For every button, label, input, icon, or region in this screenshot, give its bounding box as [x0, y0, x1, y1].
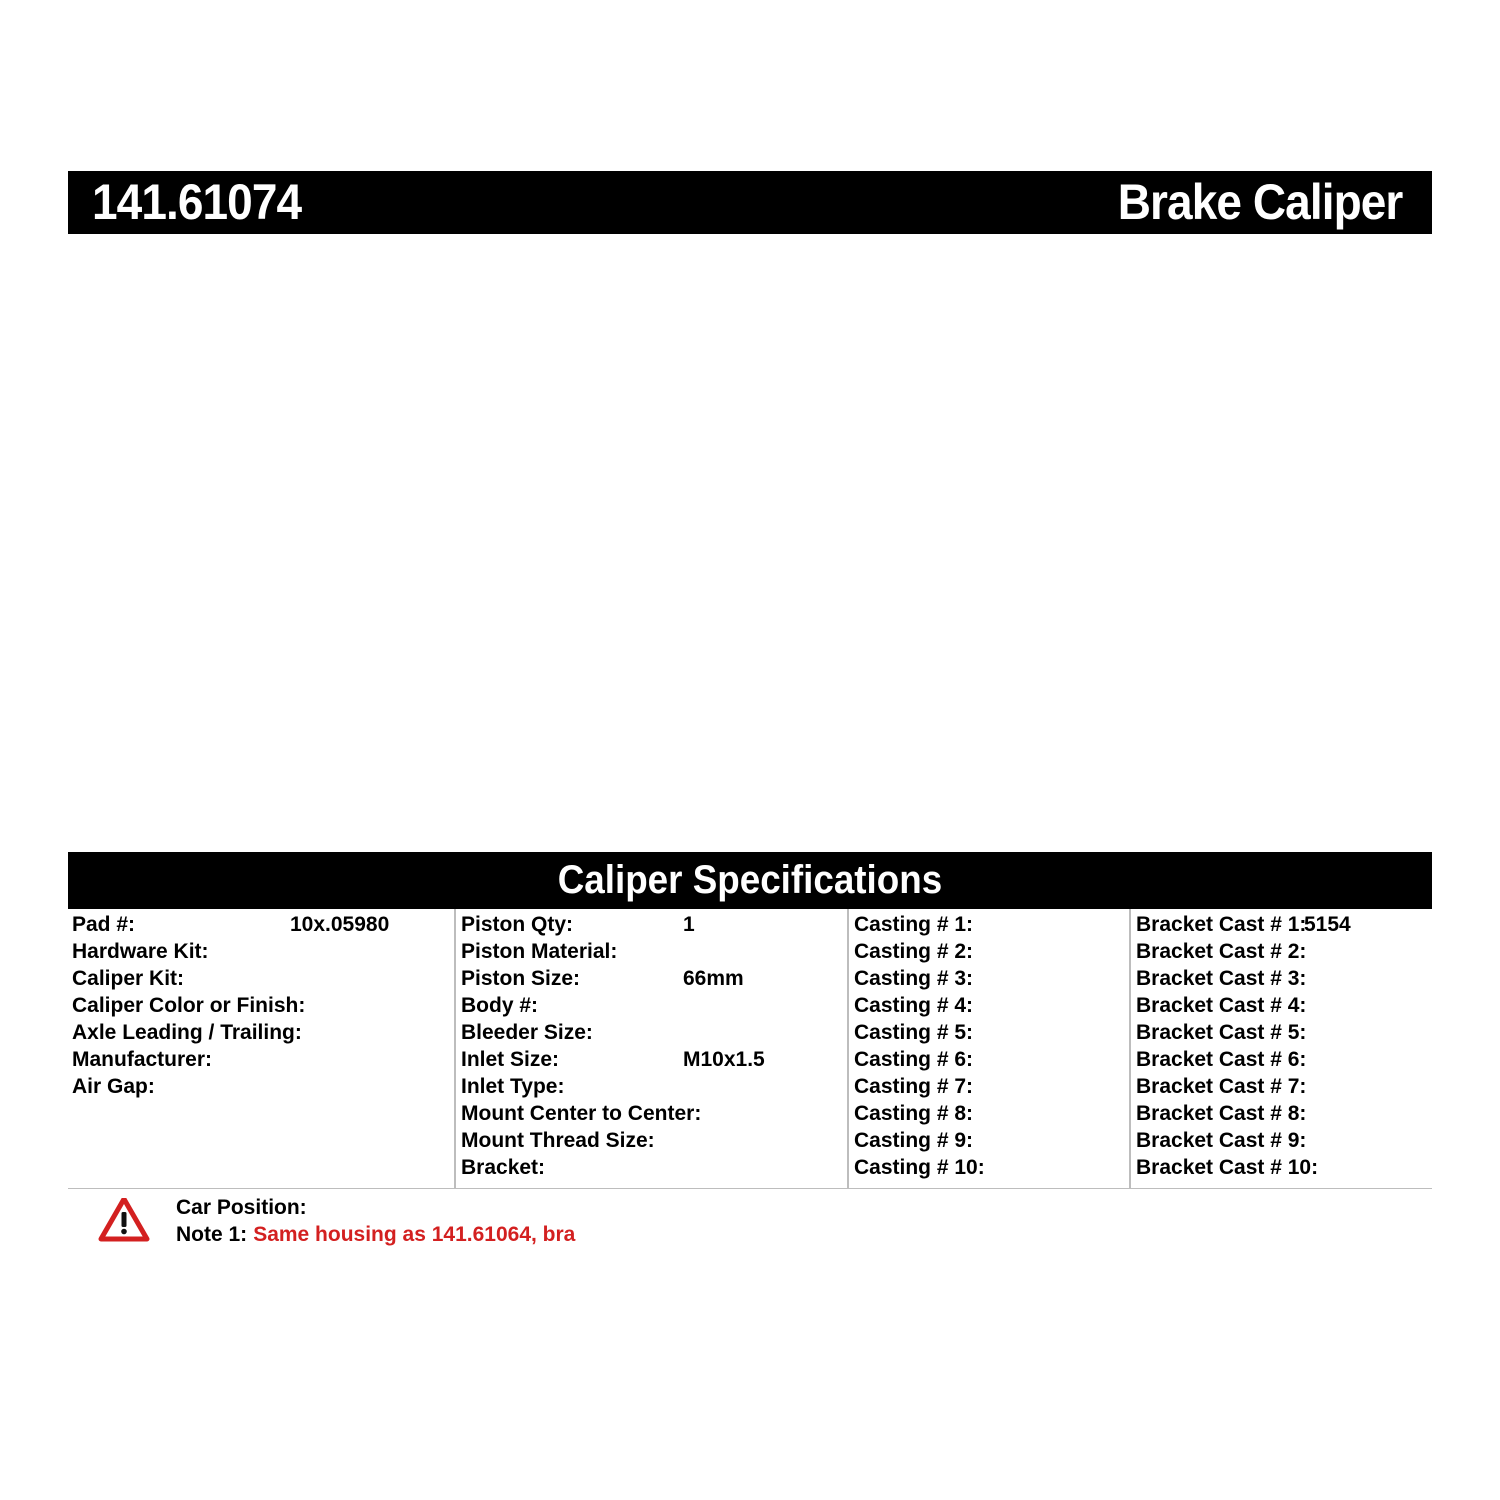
spec-row: [849, 1154, 1129, 1181]
spec-label: Pad #:: [72, 913, 136, 936]
spec-value: M10x1.5: [683, 1048, 765, 1071]
spec-label: Casting # 8:: [854, 1102, 974, 1125]
spec-row: [1131, 1100, 1432, 1127]
spec-row: [68, 1073, 454, 1100]
spec-row: [1131, 911, 1432, 938]
spec-label: Casting # 10:: [854, 1156, 985, 1179]
spec-section-header: [68, 852, 1432, 909]
spec-row: [849, 992, 1129, 1019]
spec-column-general: [68, 909, 454, 1188]
spec-column-bracket-cast: [1129, 909, 1432, 1188]
spec-label: Casting # 4:: [854, 994, 974, 1017]
spec-label: Inlet Type:: [461, 1075, 565, 1098]
spec-row: [1131, 965, 1432, 992]
spec-label: Piston Size:: [461, 967, 581, 990]
spec-row: [1131, 938, 1432, 965]
spec-label: Bracket:: [461, 1156, 546, 1179]
spec-row: [849, 911, 1129, 938]
spec-label: Bracket Cast # 1:: [1136, 913, 1307, 936]
spec-label: Casting # 6:: [854, 1048, 974, 1071]
spec-value: 10x.05980: [290, 913, 390, 936]
spec-label: Casting # 2:: [854, 940, 974, 963]
spec-row: [1131, 1019, 1432, 1046]
spec-label: Bracket Cast # 10:: [1136, 1156, 1319, 1179]
spec-label: Mount Center to Center:: [461, 1102, 702, 1125]
spec-row: [1131, 1073, 1432, 1100]
spec-label: Caliper Color or Finish:: [72, 994, 306, 1017]
spec-row: [68, 1046, 454, 1073]
spec-label: Bracket Cast # 8:: [1136, 1102, 1307, 1125]
spec-row: [68, 911, 454, 938]
spec-row: [68, 992, 454, 1019]
spec-row: [1131, 1046, 1432, 1073]
spec-row: [849, 1100, 1129, 1127]
notes-section: [98, 1196, 1398, 1256]
spec-label: Casting # 7:: [854, 1075, 974, 1098]
spec-row: [68, 938, 454, 965]
spec-label: Bracket Cast # 9:: [1136, 1129, 1307, 1152]
spec-label: Casting # 1:: [854, 913, 974, 936]
spec-row: [456, 1154, 847, 1181]
spec-row: [1131, 1154, 1432, 1181]
spec-row: [849, 1073, 1129, 1100]
title-bar: [68, 171, 1432, 234]
spec-row: [849, 965, 1129, 992]
spec-label: Axle Leading / Trailing:: [72, 1021, 302, 1044]
car-position-line: [176, 1194, 307, 1221]
spec-label: Piston Qty:: [461, 913, 574, 936]
spec-value: 66mm: [683, 967, 744, 990]
spec-row: [456, 938, 847, 965]
spec-label: Bracket Cast # 3:: [1136, 967, 1307, 990]
spec-row: [849, 1127, 1129, 1154]
spec-label: Bracket Cast # 2:: [1136, 940, 1307, 963]
spec-label: Caliper Kit:: [72, 967, 185, 990]
spec-row: [1131, 1127, 1432, 1154]
spec-row: [849, 1046, 1129, 1073]
spec-row: [1131, 992, 1432, 1019]
spec-table: [68, 909, 1432, 1189]
spec-row: [456, 992, 847, 1019]
spec-label: Bleeder Size:: [461, 1021, 593, 1044]
spec-value: 5154: [1304, 913, 1351, 936]
spec-label: Manufacturer:: [72, 1048, 213, 1071]
spec-label: Body #:: [461, 994, 539, 1017]
spec-row: [456, 1100, 847, 1127]
warning-icon: [98, 1198, 150, 1244]
spec-row: [849, 938, 1129, 965]
spec-label: Bracket Cast # 5:: [1136, 1021, 1307, 1044]
spec-row: [456, 1073, 847, 1100]
spec-row: [456, 911, 847, 938]
spec-row: [456, 1019, 847, 1046]
product-image-area: [68, 250, 1432, 840]
spec-row: [68, 965, 454, 992]
part-type: Brake Caliper: [1117, 174, 1402, 230]
spec-label: Hardware Kit:: [72, 940, 209, 963]
spec-label: Air Gap:: [72, 1075, 155, 1098]
spec-label: Bracket Cast # 6:: [1136, 1048, 1307, 1071]
note-1-label: Note 1:: [176, 1223, 248, 1246]
spec-row: [456, 1046, 847, 1073]
spec-column-casting: [847, 909, 1129, 1188]
spec-row: [456, 965, 847, 992]
spec-row: [849, 1019, 1129, 1046]
note-1-text: Same housing as 141.61064, bra: [253, 1223, 576, 1246]
spec-label: Inlet Size:: [461, 1048, 560, 1071]
spec-label: Piston Material:: [461, 940, 618, 963]
car-position-label: Car Position:: [176, 1196, 307, 1219]
spec-row: [68, 1019, 454, 1046]
note-1-line: [176, 1221, 575, 1248]
spec-label: Bracket Cast # 4:: [1136, 994, 1307, 1017]
spec-label: Bracket Cast # 7:: [1136, 1075, 1307, 1098]
part-number: 141.61074: [92, 174, 302, 230]
spec-label: Casting # 3:: [854, 967, 974, 990]
spec-row: [456, 1127, 847, 1154]
spec-section-title: Caliper Specifications: [557, 858, 943, 902]
spec-value: 1: [683, 913, 695, 936]
spec-label: Mount Thread Size:: [461, 1129, 655, 1152]
spec-label: Casting # 9:: [854, 1129, 974, 1152]
spec-column-piston: [454, 909, 847, 1188]
spec-label: Casting # 5:: [854, 1021, 974, 1044]
